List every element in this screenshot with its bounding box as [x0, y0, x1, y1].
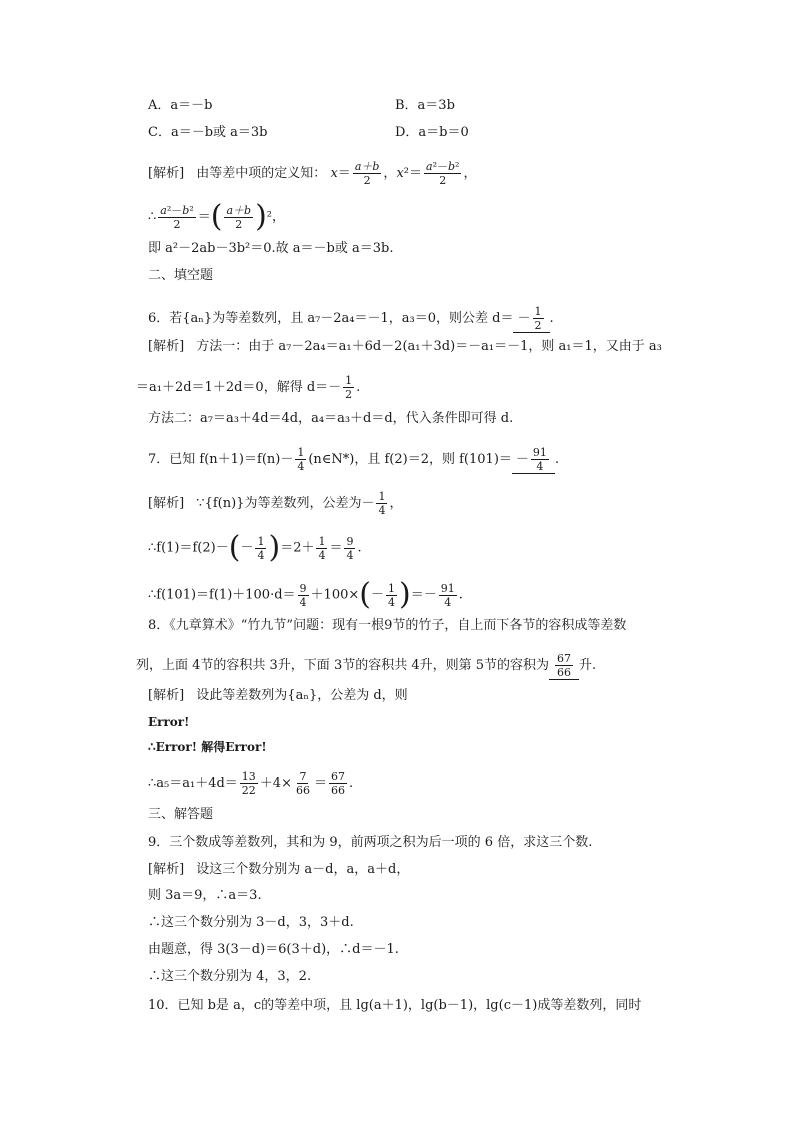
- fraction: $\frac{1}{2}$: [534, 305, 542, 332]
- answer-blank: [549, 652, 579, 680]
- solution-label: [解析]: [148, 166, 185, 181]
- q9-solution-line5: ∴这三个数分别为 4，3，2.: [148, 969, 312, 984]
- q8-solution-last: ∴a₅＝a₁＋4d＝ $\frac{13}{22}$ ＋4× $\frac{7}{66}$ ＝ $\frac{67}{66}$ .: [148, 770, 354, 797]
- fraction: $\frac{91}{4}$: [532, 446, 547, 473]
- question-8-line2: 列，上面 4节的容积共 3升，下面 3节的容积共 4升，则第 5节的容积为 $\frac{67}{66}$ 升.: [136, 652, 597, 679]
- q8-solution-line1: [解析] 设此等差数列为{aₙ}，公差为 d，则: [148, 688, 408, 703]
- fraction: $\frac{1}{4}$: [388, 581, 395, 609]
- error-line: ∴Error! 解得Error!: [148, 740, 267, 754]
- answer-blank: － $\frac{91}{4}$: [512, 446, 555, 474]
- solution-label: [解析]: [148, 496, 185, 511]
- q5-solution-line2: ∴ $\frac{\text{a²－b²}}{2}$ ＝( $\frac{a+b}{2}$ )²，: [148, 199, 286, 234]
- fraction: $\frac{a+b}{2}$: [226, 203, 252, 231]
- q9-solution-line1: [解析] 设这三个数分别为 a－d，a，a＋d，: [148, 862, 410, 877]
- question-10: 10．已知 b是 a，c的等差中项，且 lg(a＋1)，lg(b－1)，lg(c－1)成等差数列，同时: [148, 998, 642, 1013]
- fraction: $\frac{1}{4}$: [257, 534, 265, 562]
- section-heading-answer: 三、解答题: [148, 807, 214, 822]
- fraction: $\frac{\text{a²－b²}}{2}$: [160, 203, 194, 231]
- fraction: $\frac{13}{22}$: [241, 770, 256, 797]
- question-8-line1: 8．《九章算术》“竹九节”问题：现有一根9节的竹子，自上而下各节的容积成等差数: [148, 618, 627, 633]
- question-6: 6．若{aₙ}为等差数列，且 a₇－2a₄＝－1，a₃＝0，则公差 d＝ － $\frac{1}{2}$ .: [148, 305, 554, 332]
- fraction: $\frac{a+b}{2}$: [354, 160, 380, 187]
- solution-label: [解析]: [148, 339, 185, 354]
- q5-solution-line3: 即 a²－2ab－3b²＝0.故 a＝－b或 a＝3b.: [148, 241, 394, 256]
- question-7: 7．已知 f(n＋1)＝f(n)－ $\frac{1}{4}$ (n∈N*)，且 f(2)＝2，则 f(101)＝ － $\frac{91}{4}$ .: [148, 446, 560, 473]
- option-a: A．a＝－b: [148, 98, 213, 113]
- fraction: $\frac{7}{66}$: [295, 770, 310, 797]
- q7-solution-line1: [解析] ∵{f(n)}为等差数列，公差为－ $\frac{1}{4}$ ，: [148, 490, 403, 517]
- fraction: $\frac{1}{4}$: [378, 490, 386, 517]
- solution-label: [解析]: [148, 862, 185, 877]
- option-d: D．a＝b＝0: [395, 125, 469, 140]
- fraction: $\frac{1}{4}$: [318, 534, 326, 562]
- q5-solution-line1: [解析] 由等差中项的定义知： x＝ $\frac{a+b}{2}$ ，x²＝ $\frac{\text{a²－b²}}{2}$ ，: [148, 160, 477, 187]
- q6-solution-line2: ＝a₁＋2d＝1＋2d＝0，解得 d＝－ $\frac{1}{2}$ .: [136, 374, 361, 401]
- section-heading-fill-blank: 二、填空题: [148, 268, 214, 283]
- q6-solution-line3: 方法二：a₇＝a₃＋4d＝4d，a₄＝a₃＋d＝d，代入条件即可得 d.: [148, 411, 514, 426]
- fraction: $\frac{67}{66}$: [330, 770, 345, 797]
- fraction: $\frac{1}{2}$: [345, 374, 353, 401]
- fraction: $\frac{9}{4}$: [346, 534, 354, 562]
- q7-solution-line3: ∴f(101)＝f(1)＋100·d＝ $\frac{9}{4}$ ＋100×(－ $\frac{1}{4}$ )＝－ $\frac{91}{4}$ .: [148, 577, 463, 612]
- q9-solution-line4: 由题意，得 3(3－d)＝6(3＋d)，∴d＝－1.: [148, 942, 399, 957]
- q9-solution-line3: ∴这三个数分别为 3－d，3，3＋d.: [148, 915, 354, 930]
- question-9: 9．三个数成等差数列，其和为 9，前两项之积为后一项的 6 倍，求这三个数.: [148, 835, 593, 850]
- fraction: $\frac{1}{4}$: [297, 446, 305, 473]
- q9-solution-line2: 则 3a＝9，∴a＝3.: [148, 888, 262, 903]
- fraction: $\frac{91}{4}$: [440, 581, 455, 609]
- option-b: B．a＝3b: [395, 98, 455, 113]
- answer-blank: － $\frac{1}{2}$: [513, 305, 549, 333]
- q7-solution-line2: ∴f(1)＝f(2)－(－ $\frac{1}{4}$ )＝2＋ $\frac{1}{4}$ ＝ $\frac{9}{4}$ .: [148, 530, 362, 565]
- fraction: $\frac{\text{a²－b²}}{2}$: [426, 160, 460, 187]
- fraction: $\frac{67}{66}$: [557, 652, 572, 679]
- solution-label: [解析]: [148, 688, 185, 703]
- q6-solution-line1: [解析] 方法一：由于 a₇－2a₄＝a₁＋6d－2(a₁＋3d)＝－a₁＝－1，则 a₁＝1，又由于 a₃: [148, 339, 662, 354]
- error-text: Error!: [148, 715, 190, 729]
- fraction: $\frac{9}{4}$: [299, 581, 307, 609]
- option-c: C．a＝－b或 a＝3b: [148, 125, 268, 140]
